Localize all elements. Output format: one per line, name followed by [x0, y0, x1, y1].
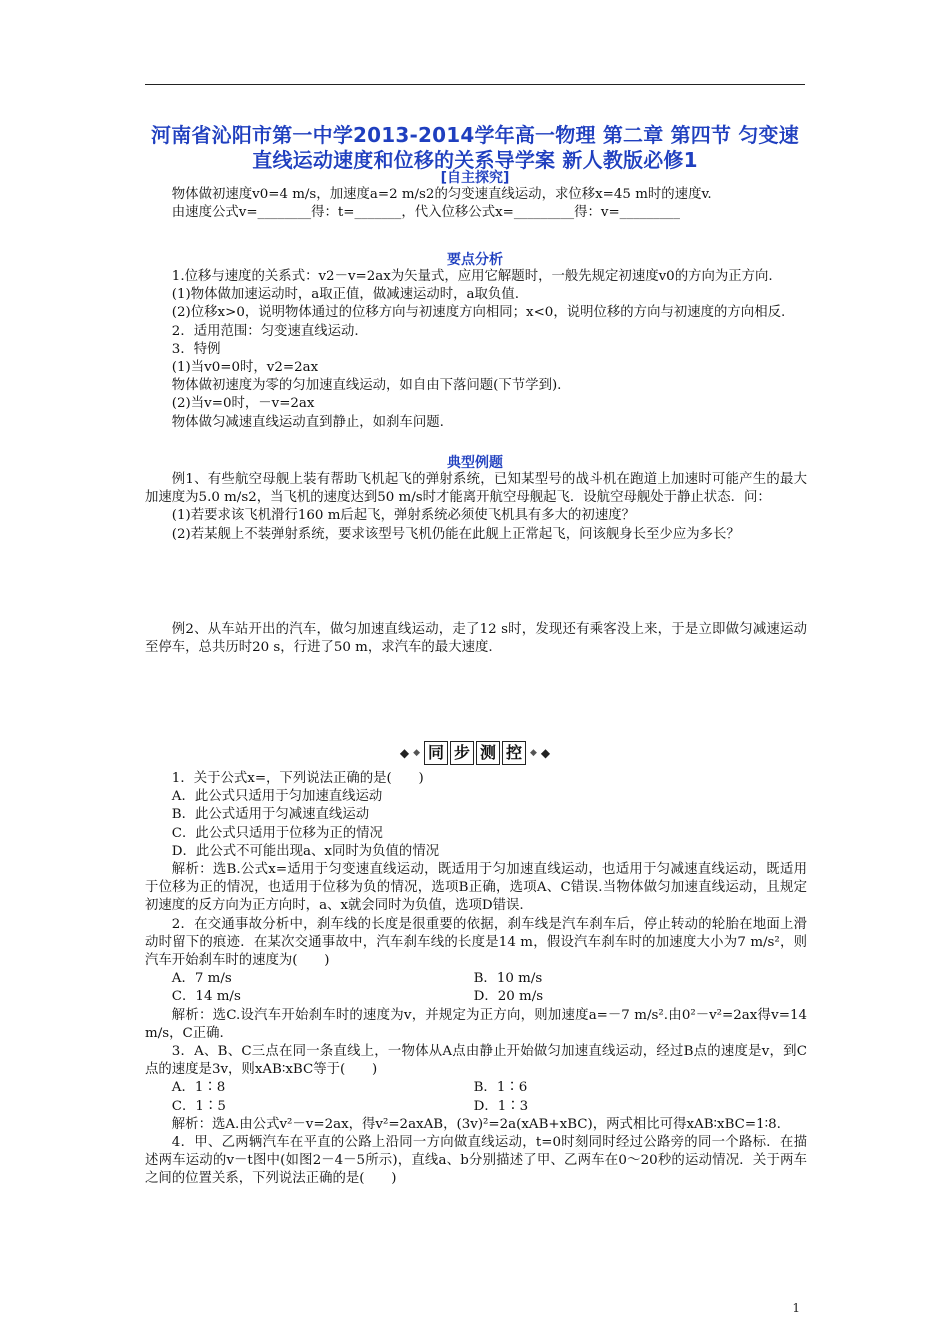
example-2: 例2、从车站开出的汽车，做匀加速直线运动，走了12 s时，发现还有乘客没上来，于是立即做匀减速运动至停车，总共历时20 s，行进了50 m，求汽车的最大速度.: [145, 622, 807, 656]
test-q2-options-row: [145, 970, 807, 988]
key-point-1: 1.位移与速度的关系式：v2－v=2ax为矢量式，应用它解题时，一般先规定初速度v0的方向为正方向.: [171, 269, 773, 284]
test-q1: 1．关于公式x=，下列说法正确的是( ): [171, 771, 424, 786]
test-q1-option-d: D．此公式不可能出现a、x同时为负值的情况: [171, 843, 440, 859]
key-point-2: 2．适用范围：匀变速直线运动.: [171, 323, 359, 339]
self-explore-fill-blanks: 由速度公式v=________得：t=_______，代入位移公式x=_________得：v=_________: [171, 205, 680, 221]
banner-char: 测: [476, 741, 500, 765]
banner-char: 步: [450, 741, 474, 765]
test-q3-option-a: A．1∶8: [171, 1080, 226, 1096]
banner-char: 同: [424, 741, 448, 765]
key-point-3: 3．特例: [171, 341, 221, 357]
test-q2-answer: 解析：选C.设汽车开始刹车时的速度为v，并规定为正方向，则加速度a=－7 m/s².由0²－v²=2ax得v=14 m/s，C正确.: [145, 1007, 807, 1041]
header-rule: [145, 84, 805, 85]
test-q3-option-b: B．1∶6: [473, 1080, 528, 1096]
key-point-3-1: (1)当v0=0时，v2=2ax: [171, 360, 319, 376]
example-1: 例1、有些航空母舰上装有帮助飞机起飞的弹射系统，已知某型号的战斗机在跑道上加速时可能产生的最大加速度为5.0 m/s2，当飞机的速度达到50 m/s时才能离开航空母舰起飞．设航空母舰处于静止状态．问：: [145, 472, 807, 506]
test-q1-option-a: A．此公式只适用于匀加速直线运动: [171, 789, 383, 805]
key-points-block: [145, 268, 807, 432]
test-q3-answer: 解析：选A.由公式v²－v=2ax，得v²=2axAB，(3v)²=2a(xAB+xBC)，两式相比可得xAB∶xBC=1∶8.: [171, 1116, 781, 1132]
key-point-1-1: (1)物体做加速运动时，a取正值，做减速运动时，a取负值.: [171, 287, 519, 303]
test-q2: 2．在交通事故分析中，刹车线的长度是很重要的依据，刹车线是汽车刹车后，停止转动的轮胎在地面上滑动时留下的痕迹．在某次交通事故中，汽车刹车线的长度是14 m，假设汽车刹车时的加速度大小为7 m/s²，则汽车开始刹车时的速度为( ): [145, 916, 807, 969]
diamond-icon: ◆: [540, 746, 551, 760]
test-q3-option-c: C．1∶5: [171, 1098, 226, 1114]
test-q3: 3．A、B、C三点在同一条直线上，一物体从A点由静止开始做匀加速直线运动，经过B点的速度是v，到C点的速度是3v，则xAB∶xBC等于( ): [145, 1044, 807, 1078]
test-q3-option-d: D．1∶3: [473, 1098, 529, 1114]
examples-block: [145, 471, 807, 544]
test-q3-options-row: [145, 1079, 807, 1097]
key-point-1-2: (2)位移x>0，说明物体通过的位移方向与初速度方向相同；x<0，说明位移的方向与初速度的方向相反.: [171, 305, 786, 321]
dot-icon: ◆: [530, 748, 537, 758]
test-q1-answer: 解析：选B.公式x=适用于匀变速直线运动，既适用于匀加速直线运动，也适用于匀减速直线运动，既适用于位移为正的情况，也适用于位移为负的情况，选项B正确，选项A、C错误.当物体做匀加速直线运动，且规定初速度的反方向为正方向时，a、x就会同时为负值，选项D错误.: [145, 862, 807, 914]
test-q2-options-row: [145, 988, 807, 1006]
test-q4: 4．甲、乙两辆汽车在平直的公路上沿同一方向做直线运动，t=0时刻同时经过公路旁的同一个路标．在描述两车运动的v－t图中(如图2－4－5所示)，直线a、b分别描述了甲、乙两车在0～20秒的运动情况．关于两车之间的位置关系，下列说法正确的是( ): [145, 1135, 807, 1187]
banner-char: 控: [502, 741, 526, 765]
banner-title: [424, 741, 526, 765]
test-q2-option-a: A．7 m/s: [171, 971, 232, 987]
test-q1-option-c: C．此公式只适用于位移为正的情况: [171, 825, 383, 841]
page-title: 河南省沁阳市第一中学2013-2014学年高一物理 第二章 第四节 匀变速直线运动速度和位移的关系导学案 新人教版必修1: [151, 123, 799, 172]
self-explore-question: 物体做初速度v0=4 m/s，加速度a=2 m/s2的匀变速直线运动，求位移x=45 m时的速度v.: [171, 187, 712, 202]
sync-test-block: [145, 770, 807, 1189]
dot-icon: ◆: [413, 748, 420, 758]
test-q3-options-row: [145, 1098, 807, 1116]
section-heading-examples: 典型例题: [447, 455, 503, 471]
key-point-3-2-desc: 物体做匀减速直线运动直到静止，如刹车问题.: [171, 414, 444, 430]
test-q1-option-b: B．此公式适用于匀减速直线运动: [171, 807, 370, 823]
section-heading-key-points: 要点分析: [447, 252, 503, 268]
example-2-block: [145, 621, 807, 657]
key-point-3-1-desc: 物体做初速度为零的匀加速直线运动，如自由下落问题(下节学到).: [171, 378, 562, 394]
test-q2-option-d: D．20 m/s: [473, 989, 544, 1005]
test-q2-option-b: B．10 m/s: [473, 971, 543, 987]
section-heading-self-explore: [自主探究]: [440, 170, 510, 186]
key-point-3-2: (2)当v=0时，－v=2ax: [171, 396, 315, 412]
page-number: 1: [792, 1301, 800, 1315]
self-explore-block: [145, 186, 807, 222]
example-1-q2: (2)若某舰上不装弹射系统，要求该型号飞机仍能在此舰上正常起飞，问该舰身长至少应为多长？: [171, 526, 740, 542]
example-1-q1: (1)若要求该飞机滑行160 m后起飞，弹射系统必须使飞机具有多大的初速度？: [171, 508, 635, 524]
test-q2-option-c: C．14 m/s: [171, 989, 241, 1005]
diamond-icon: ◆: [399, 746, 410, 760]
sync-test-banner: [145, 740, 805, 766]
